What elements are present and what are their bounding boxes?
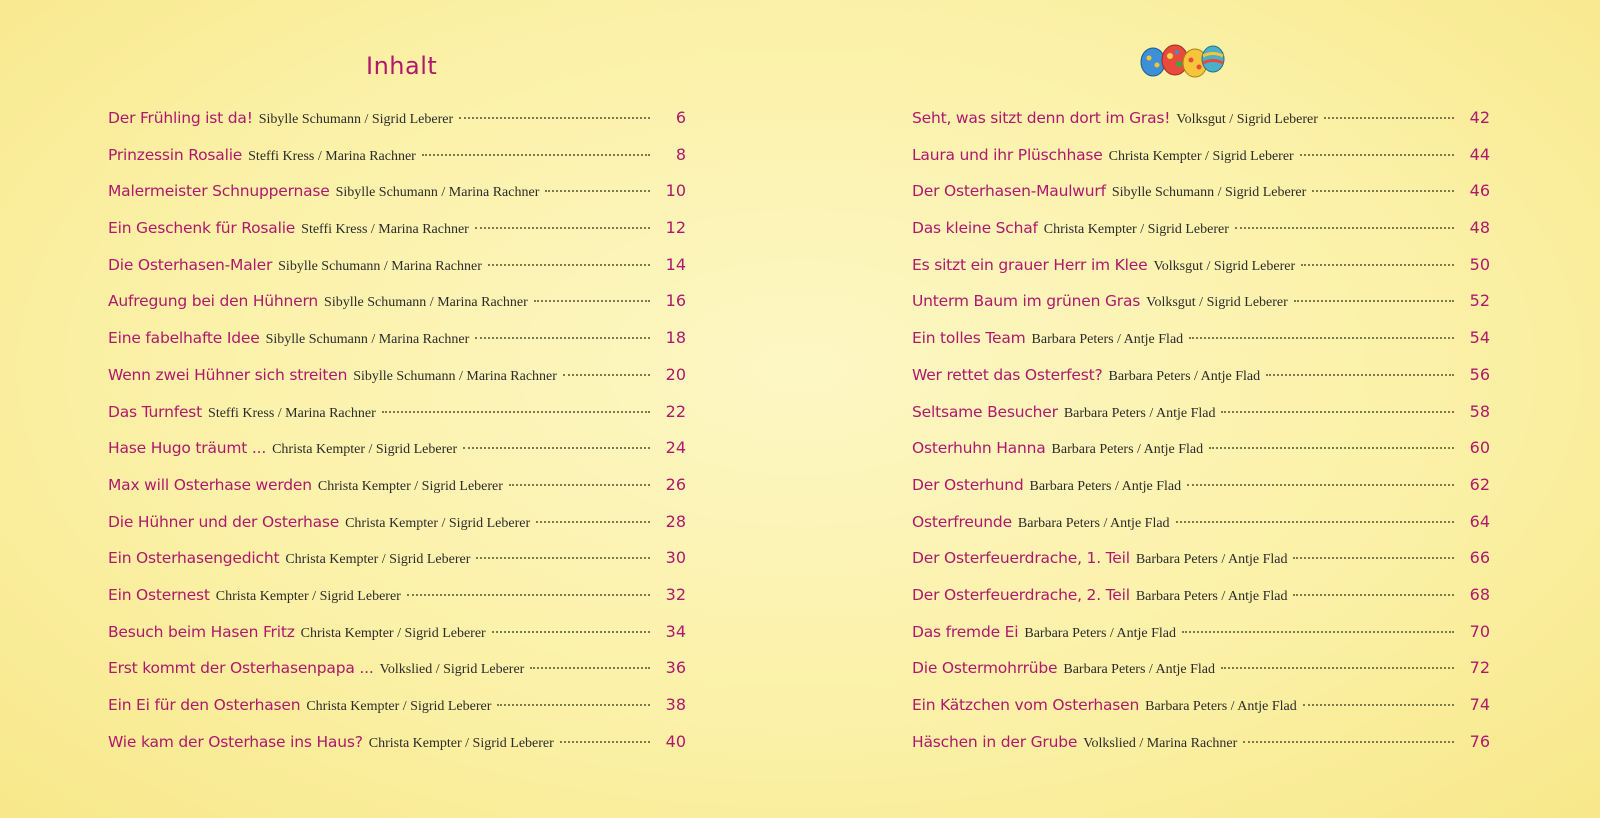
- dot-leader: [1303, 704, 1454, 706]
- toc-entry: [912, 732, 1490, 769]
- toc-entry: [912, 585, 1490, 622]
- toc-entry: [912, 328, 1490, 365]
- entry-page-number: 62: [1469, 474, 1490, 494]
- dot-leader: [534, 300, 650, 302]
- entry-page-number: 50: [1469, 254, 1490, 274]
- toc-left-list: [108, 108, 686, 768]
- toc-entry: [912, 108, 1490, 145]
- entry-title: Prinzessin Rosalie: [108, 145, 243, 164]
- toc-entry: [912, 695, 1490, 732]
- toc-entry: [912, 475, 1490, 512]
- entry-author: Christa Kempter / Sigrid Leberer: [345, 515, 531, 531]
- entry-title: Ein Osternest: [108, 585, 210, 604]
- entry-page-number: 10: [665, 181, 686, 201]
- entry-author: Steffi Kress / Marina Rachner: [208, 405, 376, 421]
- entry-title: Erst kommt der Osterhasenpapa ...: [108, 659, 374, 678]
- toc-entry: [108, 622, 686, 659]
- entry-page-number: 56: [1469, 364, 1490, 384]
- entry-title: Seltsame Besucher: [912, 402, 1058, 421]
- dot-leader: [563, 374, 650, 376]
- entry-author: Barbara Peters / Antje Flad: [1108, 368, 1261, 384]
- dot-leader: [1189, 337, 1454, 339]
- entry-author: Christa Kempter / Sigrid Leberer: [300, 625, 486, 641]
- dot-leader: [1182, 631, 1454, 633]
- entry-page-number: 58: [1469, 401, 1490, 421]
- toc-entry: [108, 145, 686, 182]
- dot-leader: [1209, 447, 1454, 449]
- entry-title: Es sitzt ein grauer Herr im Klee: [912, 255, 1148, 274]
- dot-leader: [509, 484, 650, 486]
- entry-author: Barbara Peters / Antje Flad: [1017, 515, 1170, 531]
- entry-title: Ein Geschenk für Rosalie: [108, 219, 296, 238]
- entry-page-number: 54: [1469, 328, 1490, 348]
- dot-leader: [475, 337, 650, 339]
- entry-author: Barbara Peters / Antje Flad: [1029, 478, 1182, 494]
- entry-author: Sibylle Schumann / Sigrid Leberer: [1111, 185, 1307, 201]
- entry-author: Volksgut / Sigrid Leberer: [1176, 112, 1318, 127]
- entry-title: Max will Osterhase werden: [108, 475, 312, 494]
- entry-author: Barbara Peters / Antje Flad: [1051, 442, 1204, 458]
- entry-author: Barbara Peters / Antje Flad: [1135, 552, 1288, 568]
- entry-title: Hase Hugo träumt ...: [108, 439, 267, 458]
- entry-title: Die Osterhasen-Maler: [108, 255, 273, 274]
- entry-page-number: 40: [665, 731, 686, 751]
- dot-leader: [1300, 154, 1454, 156]
- dot-leader: [459, 117, 650, 119]
- entry-title: Die Hühner und der Osterhase: [108, 512, 340, 531]
- entry-title: Wie kam der Osterhase ins Haus?: [108, 732, 363, 751]
- entry-author: Sibylle Schumann / Marina Rachner: [265, 332, 470, 348]
- toc-entry: [108, 475, 686, 512]
- entry-author: Volkslied / Sigrid Leberer: [379, 662, 525, 678]
- dot-leader: [476, 557, 650, 559]
- entry-author: Christa Kempter / Sigrid Leberer: [215, 588, 401, 604]
- entry-title: Ein Osterhasengedicht: [108, 549, 280, 568]
- dot-leader: [422, 154, 650, 156]
- entry-page-number: 38: [665, 695, 686, 714]
- toc-entry: [108, 658, 686, 695]
- dot-leader: [1176, 521, 1454, 523]
- toc-entry: [108, 402, 686, 439]
- toc-entry: [108, 291, 686, 328]
- entry-page-number: 76: [1469, 731, 1490, 751]
- toc-entry: [108, 365, 686, 402]
- toc-entry: [912, 218, 1490, 255]
- entry-author: Sibylle Schumann / Marina Rachner: [278, 258, 482, 274]
- entry-page-number: 60: [1469, 438, 1490, 458]
- dot-leader: [1221, 667, 1454, 669]
- entry-page-number: 24: [665, 438, 686, 458]
- toc-entry: [912, 548, 1490, 585]
- entry-author: Barbara Peters / Antje Flad: [1024, 625, 1177, 641]
- dot-leader: [1187, 484, 1454, 486]
- entry-author: Christa Kempter / Sigrid Leberer: [285, 552, 471, 568]
- entry-author: Barbara Peters / Antje Flad: [1145, 699, 1297, 714]
- entry-author: Christa Kempter / Sigrid Leberer: [317, 478, 503, 494]
- dot-leader: [492, 631, 650, 633]
- toc-entry: [108, 585, 686, 622]
- toc-entry: [108, 438, 686, 475]
- entry-author: Christa Kempter / Sigrid Leberer: [272, 442, 458, 458]
- entry-title: Osterhuhn Hanna: [912, 439, 1046, 458]
- entry-author: Sibylle Schumann / Marina Rachner: [324, 295, 528, 311]
- entry-title: Malermeister Schnuppernase: [108, 182, 330, 201]
- dot-leader: [407, 594, 650, 596]
- toc-entry: [108, 732, 686, 769]
- dot-leader: [463, 447, 650, 449]
- entry-title: Wenn zwei Hühner sich streiten: [108, 365, 348, 384]
- dot-leader: [1324, 117, 1454, 119]
- entry-title: Wer rettet das Osterfest?: [912, 365, 1103, 384]
- dot-leader: [1266, 374, 1454, 376]
- dot-leader: [1301, 264, 1454, 266]
- entry-page-number: 14: [665, 254, 686, 274]
- entry-page-number: 30: [665, 548, 686, 568]
- dot-leader: [1312, 190, 1454, 192]
- entry-page-number: 66: [1469, 548, 1490, 568]
- toc-entry: [912, 365, 1490, 402]
- entry-title: Der Osterhund: [912, 475, 1024, 494]
- entry-page-number: 28: [665, 511, 686, 531]
- dot-leader: [497, 704, 650, 706]
- dot-leader: [1294, 300, 1454, 302]
- right-page: [800, 0, 1600, 818]
- entry-title: Unterm Baum im grünen Gras: [912, 292, 1141, 311]
- easter-eggs-icon: [1133, 38, 1233, 82]
- entry-title: Besuch beim Hasen Fritz: [108, 622, 295, 641]
- entry-page-number: 52: [1469, 291, 1490, 311]
- entry-title: Aufregung bei den Hühnern: [108, 292, 319, 311]
- entry-page-number: 64: [1469, 511, 1490, 531]
- entry-title: Das kleine Schaf: [912, 219, 1038, 238]
- entry-author: Christa Kempter / Sigrid Leberer: [368, 735, 554, 751]
- entry-author: Sibylle Schumann / Marina Rachner: [335, 185, 540, 201]
- entry-page-number: 18: [665, 328, 686, 348]
- page-title: Inhalt: [366, 52, 438, 80]
- entry-title: Das fremde Ei: [912, 622, 1019, 641]
- entry-page-number: 48: [1469, 218, 1490, 238]
- toc-entry: [912, 402, 1490, 439]
- entry-page-number: 46: [1469, 181, 1490, 201]
- toc-entry: [912, 512, 1490, 549]
- toc-entry: [912, 438, 1490, 475]
- toc-entry: [108, 218, 686, 255]
- toc-entry: [108, 108, 686, 145]
- entry-title: Ein tolles Team: [912, 329, 1026, 348]
- dot-leader: [1293, 594, 1454, 596]
- entry-page-number: 26: [665, 474, 686, 494]
- entry-page-number: 34: [665, 621, 686, 641]
- entry-title: Der Osterhasen-Maulwurf: [912, 182, 1106, 201]
- toc-entry: [108, 695, 686, 732]
- entry-page-number: 16: [665, 291, 686, 311]
- toc-entry: [108, 512, 686, 549]
- dot-leader: [475, 227, 650, 229]
- entry-page-number: 20: [665, 364, 686, 384]
- dot-leader: [1235, 227, 1454, 229]
- toc-entry: [912, 291, 1490, 328]
- dot-leader: [560, 741, 650, 743]
- toc-right-list: [912, 108, 1490, 768]
- toc-entry: [108, 548, 686, 585]
- dot-leader: [382, 411, 650, 413]
- entry-title: Das Turnfest: [108, 402, 203, 421]
- entry-page-number: 68: [1469, 584, 1490, 604]
- entry-page-number: 22: [665, 401, 686, 421]
- entry-page-number: 36: [665, 658, 686, 678]
- entry-page-number: 12: [665, 218, 686, 238]
- dot-leader: [536, 521, 650, 523]
- entry-page-number: 32: [665, 584, 686, 604]
- dot-leader: [1243, 741, 1454, 743]
- toc-entry: [912, 255, 1490, 292]
- entry-author: Christa Kempter / Sigrid Leberer: [306, 699, 492, 714]
- toc-entry: [108, 255, 686, 292]
- entry-page-number: 42: [1469, 108, 1490, 127]
- dot-leader: [488, 264, 650, 266]
- entry-author: Barbara Peters / Antje Flad: [1031, 332, 1184, 348]
- entry-author: Barbara Peters / Antje Flad: [1135, 588, 1288, 604]
- entry-title: Ein Ei für den Osterhasen: [108, 696, 301, 714]
- toc-entry: [912, 145, 1490, 182]
- entry-author: Steffi Kress / Marina Rachner: [248, 148, 416, 164]
- dot-leader: [530, 667, 650, 669]
- entry-title: Seht, was sitzt denn dort im Gras!: [912, 109, 1171, 127]
- entry-page-number: 72: [1469, 658, 1490, 678]
- toc-entry: [912, 622, 1490, 659]
- entry-page-number: 74: [1469, 695, 1490, 714]
- entry-title: Ein Kätzchen vom Osterhasen: [912, 696, 1140, 714]
- toc-entry: [912, 181, 1490, 218]
- entry-author: Volkslied / Marina Rachner: [1083, 735, 1238, 751]
- entry-author: Barbara Peters / Antje Flad: [1063, 662, 1216, 678]
- dot-leader: [1221, 411, 1454, 413]
- entry-page-number: 6: [675, 108, 686, 127]
- entry-title: Laura und ihr Plüschhase: [912, 145, 1103, 164]
- dot-leader: [545, 190, 650, 192]
- entry-author: Sibylle Schumann / Sigrid Leberer: [258, 112, 454, 127]
- toc-entry: [108, 328, 686, 365]
- toc-entry: [108, 181, 686, 218]
- toc-entry: [912, 658, 1490, 695]
- entry-author: Christa Kempter / Sigrid Leberer: [1043, 222, 1229, 238]
- entry-page-number: 8: [675, 144, 686, 164]
- entry-page-number: 44: [1469, 144, 1490, 164]
- entry-title: Häschen in der Grube: [912, 732, 1078, 751]
- entry-title: Der Osterfeuerdrache, 1. Teil: [912, 549, 1130, 568]
- entry-title: Osterfreunde: [912, 512, 1012, 531]
- entry-author: Steffi Kress / Marina Rachner: [301, 222, 469, 238]
- entry-author: Barbara Peters / Antje Flad: [1063, 405, 1216, 421]
- entry-title: Eine fabelhafte Idee: [108, 329, 260, 348]
- entry-author: Sibylle Schumann / Marina Rachner: [353, 368, 557, 384]
- dot-leader: [1293, 557, 1454, 559]
- entry-title: Der Osterfeuerdrache, 2. Teil: [912, 585, 1130, 604]
- entry-author: Volksgut / Sigrid Leberer: [1153, 258, 1296, 274]
- entry-title: Der Frühling ist da!: [108, 109, 253, 127]
- entry-page-number: 70: [1469, 621, 1490, 641]
- entry-author: Volksgut / Sigrid Leberer: [1146, 295, 1288, 311]
- entry-author: Christa Kempter / Sigrid Leberer: [1108, 148, 1294, 164]
- entry-title: Die Ostermohrrübe: [912, 659, 1058, 678]
